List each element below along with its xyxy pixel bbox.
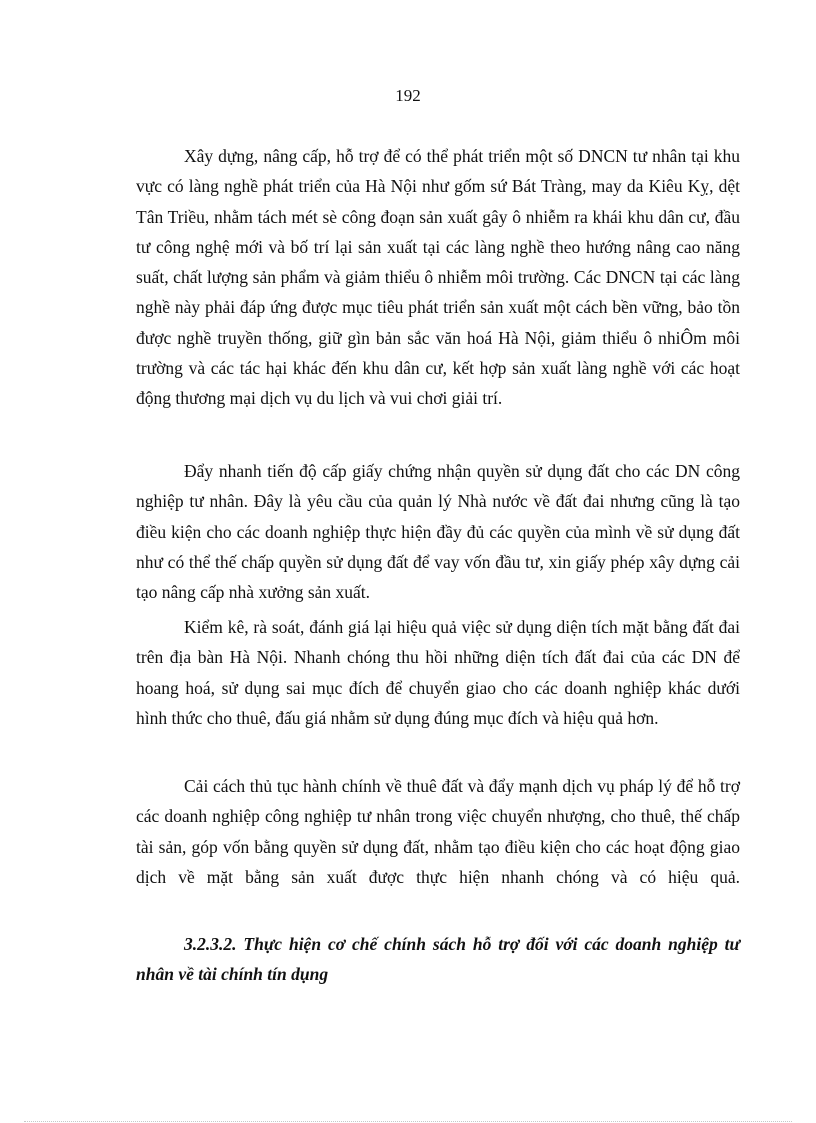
paragraph-land-inventory: Kiểm kê, rà soát, đánh giá lại hiệu quả việc sử dụng diện tích mặt bằng đất đai trên địa bàn Hà Nội. Nhanh chóng thu hồi những diện tích đất đai của các DN để hoang hoá, sử dụng sai mục đích để chuyển giao cho các doanh nghiệp khác dưới hình thức cho thuê, đấu giá nhằm sử dụng đúng mục đích và hiệu quả hơn.: [136, 617, 740, 728]
paragraph-administrative-reform: Cải cách thủ tục hành chính về thuê đất và đẩy mạnh dịch vụ pháp lý để hỗ trợ các doanh nghiệp công nghiệp tư nhân trong việc chuyển nhượng, cho thuê, thế chấp tài sản, góp vốn bằng quyền sử dụng đất, nhằm tạo điều kiện cho các hoạt động giao dịch về mặt bằng sản xuất được thực hiện nhanh chóng và có hiệu quả.: [136, 776, 740, 887]
footer-divider: [24, 1121, 792, 1122]
page-number: 192: [395, 86, 421, 105]
paragraph-land-use-certificates: Đẩy nhanh tiến độ cấp giấy chứng nhận quyền sử dụng đất cho các DN công nghiệp tư nhân. Đây là yêu cầu của quản lý Nhà nước về đất đai nhưng cũng là tạo điều kiện cho các doanh nghiệp thực hiện đầy đủ các quyền của mình về sử dụng đất như có thể thế chấp quyền sử dụng đất để vay vốn đầu tư, xin giấy phép xây dựng cải tạo nâng cấp nhà xưởng sản xuất.: [136, 461, 740, 603]
paragraph-industrial-clusters: Xây dựng, nâng cấp, hỗ trợ để có thể phát triển một số DNCN tư nhân tại khu vực có làng nghề phát triển của Hà Nội như gốm sứ Bát Tràng, may da Kiêu Kỵ, dệt Tân Triều, nhằm tách mét sè công đoạn sản xuất gây ô nhiễm ra khái khu dân cư, đầu tư công nghệ mới và bố trí lại sản xuất tại các làng nghề theo hướng nâng cao năng suất, chất lượng sản phẩm và giảm thiểu ô nhiễm môi trường. Các DNCN tại các làng nghề này phải đáp ứng được mục tiêu phát triển sản xuất một cách bền vững, bảo tồn được nghề truyền thống, giữ gìn bản sắc văn hoá Hà Nội, giảm thiểu ô nhiÔm môi trường và các tác hại khác đến khu dân cư, kết hợp sản xuất làng nghề với các hoạt động thương mại dịch vụ du lịch và vui chơi giải trí.: [136, 146, 740, 409]
section-heading: 3.2.3.2. Thực hiện cơ chế chính sách hỗ trợ đối với các doanh nghiệp tư nhân về tài chính tín dụng: [136, 934, 740, 984]
